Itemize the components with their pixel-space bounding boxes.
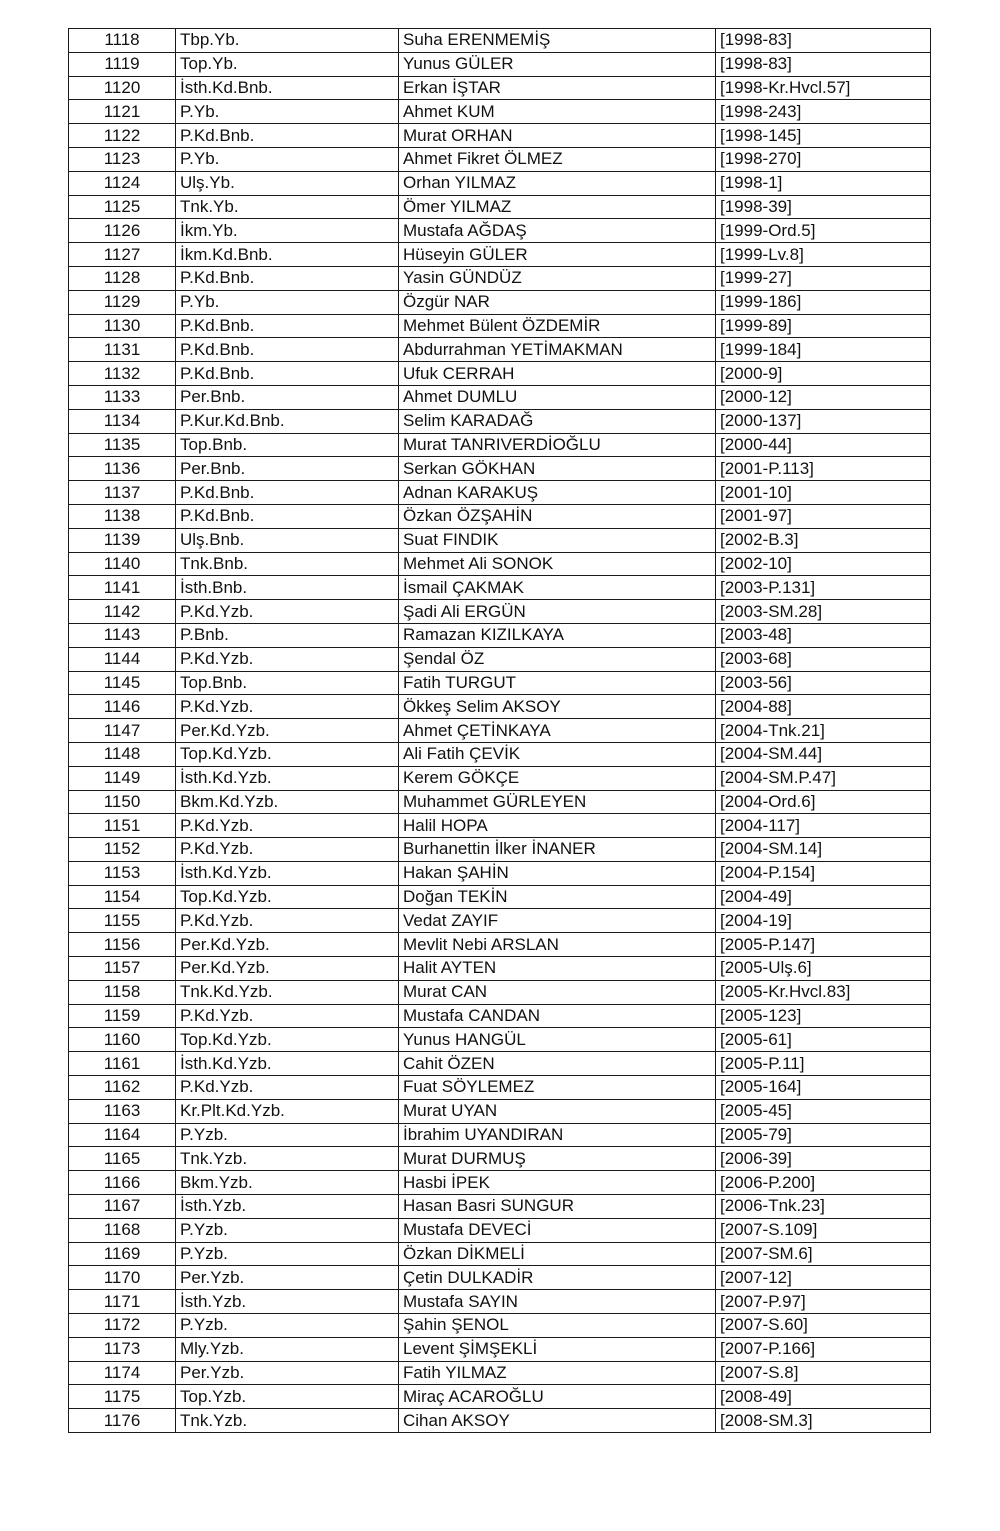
- row-number-cell: 1132: [69, 362, 176, 386]
- table-row: [69, 1195, 931, 1219]
- row-number-cell: 1151: [69, 814, 176, 838]
- person-name-cell: Suat FINDIK: [399, 528, 716, 552]
- person-name-cell: Ahmet ÇETİNKAYA: [399, 719, 716, 743]
- row-number-cell: 1162: [69, 1076, 176, 1100]
- person-name-cell: Ufuk CERRAH: [399, 362, 716, 386]
- table-row: [69, 504, 931, 528]
- rank-cell: Kr.Plt.Kd.Yzb.: [176, 1099, 399, 1123]
- table-row: [69, 885, 931, 909]
- table-row: [69, 52, 931, 76]
- table-body: [69, 29, 931, 1433]
- reference-cell: [2007-S.8]: [716, 1361, 931, 1385]
- row-number-cell: 1128: [69, 266, 176, 290]
- row-number-cell: 1169: [69, 1242, 176, 1266]
- rank-cell: Mly.Yzb.: [176, 1337, 399, 1361]
- reference-cell: [2004-19]: [716, 909, 931, 933]
- row-number-cell: 1136: [69, 457, 176, 481]
- person-name-cell: Mehmet Bülent ÖZDEMİR: [399, 314, 716, 338]
- table-row: [69, 338, 931, 362]
- rank-cell: Per.Kd.Yzb.: [176, 957, 399, 981]
- table-row: [69, 219, 931, 243]
- reference-cell: [2005-164]: [716, 1076, 931, 1100]
- row-number-cell: 1144: [69, 647, 176, 671]
- row-number-cell: 1125: [69, 195, 176, 219]
- rank-cell: Per.Yzb.: [176, 1266, 399, 1290]
- table-row: [69, 147, 931, 171]
- reference-cell: [1998-270]: [716, 147, 931, 171]
- row-number-cell: 1145: [69, 671, 176, 695]
- row-number-cell: 1120: [69, 76, 176, 100]
- table-row: [69, 576, 931, 600]
- rank-cell: P.Kd.Yzb.: [176, 1076, 399, 1100]
- table-row: [69, 385, 931, 409]
- person-name-cell: Özkan DİKMELİ: [399, 1242, 716, 1266]
- reference-cell: [2001-97]: [716, 504, 931, 528]
- table-row: [69, 362, 931, 386]
- reference-cell: [2002-B.3]: [716, 528, 931, 552]
- rank-cell: İsth.Yzb.: [176, 1290, 399, 1314]
- rank-cell: Per.Bnb.: [176, 457, 399, 481]
- row-number-cell: 1159: [69, 1004, 176, 1028]
- person-name-cell: Levent ŞİMŞEKLİ: [399, 1337, 716, 1361]
- reference-cell: [2007-P.166]: [716, 1337, 931, 1361]
- table-row: [69, 623, 931, 647]
- reference-cell: [2004-P.154]: [716, 861, 931, 885]
- reference-cell: [1999-184]: [716, 338, 931, 362]
- person-name-cell: Mustafa DEVECİ: [399, 1218, 716, 1242]
- table-row: [69, 1242, 931, 1266]
- person-name-cell: Yunus GÜLER: [399, 52, 716, 76]
- person-name-cell: Halil HOPA: [399, 814, 716, 838]
- rank-cell: Top.Yb.: [176, 52, 399, 76]
- reference-cell: [2003-P.131]: [716, 576, 931, 600]
- person-name-cell: Cahit ÖZEN: [399, 1052, 716, 1076]
- person-name-cell: Halit AYTEN: [399, 957, 716, 981]
- rank-cell: İsth.Kd.Yzb.: [176, 1052, 399, 1076]
- row-number-cell: 1118: [69, 29, 176, 53]
- row-number-cell: 1139: [69, 528, 176, 552]
- rank-cell: Top.Kd.Yzb.: [176, 885, 399, 909]
- reference-cell: [2005-61]: [716, 1028, 931, 1052]
- person-name-cell: Yasin GÜNDÜZ: [399, 266, 716, 290]
- reference-cell: [1999-186]: [716, 290, 931, 314]
- table-row: [69, 481, 931, 505]
- rank-cell: Top.Kd.Yzb.: [176, 1028, 399, 1052]
- row-number-cell: 1170: [69, 1266, 176, 1290]
- table-row: [69, 243, 931, 267]
- person-name-cell: Abdurrahman YETİMAKMAN: [399, 338, 716, 362]
- person-name-cell: Mevlit Nebi ARSLAN: [399, 933, 716, 957]
- reference-cell: [2004-117]: [716, 814, 931, 838]
- reference-cell: [2007-S.60]: [716, 1314, 931, 1338]
- rank-cell: Tnk.Yb.: [176, 195, 399, 219]
- rank-cell: P.Yb.: [176, 100, 399, 124]
- table-row: [69, 671, 931, 695]
- reference-cell: [2004-SM.P.47]: [716, 766, 931, 790]
- person-name-cell: Ahmet DUMLU: [399, 385, 716, 409]
- table-row: [69, 909, 931, 933]
- table-row: [69, 1409, 931, 1433]
- reference-cell: [1999-27]: [716, 266, 931, 290]
- reference-cell: [2000-44]: [716, 433, 931, 457]
- reference-cell: [2008-49]: [716, 1385, 931, 1409]
- row-number-cell: 1163: [69, 1099, 176, 1123]
- reference-cell: [2005-123]: [716, 1004, 931, 1028]
- person-name-cell: Murat TANRIVERDİOĞLU: [399, 433, 716, 457]
- row-number-cell: 1176: [69, 1409, 176, 1433]
- reference-cell: [2003-68]: [716, 647, 931, 671]
- reference-cell: [2005-Kr.Hvcl.83]: [716, 980, 931, 1004]
- row-number-cell: 1124: [69, 171, 176, 195]
- reference-cell: [1998-83]: [716, 52, 931, 76]
- reference-cell: [2005-Ulş.6]: [716, 957, 931, 981]
- rank-cell: P.Yb.: [176, 290, 399, 314]
- person-name-cell: Çetin DULKADİR: [399, 1266, 716, 1290]
- rank-cell: P.Kd.Bnb.: [176, 504, 399, 528]
- rank-cell: P.Yzb.: [176, 1123, 399, 1147]
- reference-cell: [2006-P.200]: [716, 1171, 931, 1195]
- table-row: [69, 124, 931, 148]
- rank-cell: Ulş.Bnb.: [176, 528, 399, 552]
- rank-cell: Top.Bnb.: [176, 671, 399, 695]
- reference-cell: [2006-Tnk.23]: [716, 1195, 931, 1219]
- person-name-cell: Fuat SÖYLEMEZ: [399, 1076, 716, 1100]
- person-name-cell: Ramazan KIZILKAYA: [399, 623, 716, 647]
- reference-cell: [2006-39]: [716, 1147, 931, 1171]
- person-name-cell: Şahin ŞENOL: [399, 1314, 716, 1338]
- table-row: [69, 1147, 931, 1171]
- table-row: [69, 838, 931, 862]
- reference-cell: [2004-Tnk.21]: [716, 719, 931, 743]
- rank-cell: P.Yzb.: [176, 1218, 399, 1242]
- row-number-cell: 1156: [69, 933, 176, 957]
- person-name-cell: Erkan İŞTAR: [399, 76, 716, 100]
- reference-cell: [2000-9]: [716, 362, 931, 386]
- person-name-cell: Ahmet Fikret ÖLMEZ: [399, 147, 716, 171]
- table-row: [69, 457, 931, 481]
- rank-cell: P.Kd.Bnb.: [176, 266, 399, 290]
- table-row: [69, 528, 931, 552]
- person-name-cell: Mustafa CANDAN: [399, 1004, 716, 1028]
- table-row: [69, 1004, 931, 1028]
- rank-cell: P.Yb.: [176, 147, 399, 171]
- person-name-cell: Hasan Basri SUNGUR: [399, 1195, 716, 1219]
- row-number-cell: 1123: [69, 147, 176, 171]
- reference-cell: [2005-P.147]: [716, 933, 931, 957]
- table-row: [69, 1290, 931, 1314]
- row-number-cell: 1130: [69, 314, 176, 338]
- person-name-cell: Ömer YILMAZ: [399, 195, 716, 219]
- rank-cell: P.Kd.Yzb.: [176, 838, 399, 862]
- rank-cell: Per.Kd.Yzb.: [176, 933, 399, 957]
- reference-cell: [2001-P.113]: [716, 457, 931, 481]
- row-number-cell: 1171: [69, 1290, 176, 1314]
- table-row: [69, 266, 931, 290]
- row-number-cell: 1119: [69, 52, 176, 76]
- person-name-cell: Ali Fatih ÇEVİK: [399, 742, 716, 766]
- table-row: [69, 100, 931, 124]
- rank-cell: İsth.Yzb.: [176, 1195, 399, 1219]
- reference-cell: [2004-SM.44]: [716, 742, 931, 766]
- row-number-cell: 1135: [69, 433, 176, 457]
- table-row: [69, 195, 931, 219]
- person-name-cell: Hüseyin GÜLER: [399, 243, 716, 267]
- row-number-cell: 1147: [69, 719, 176, 743]
- person-name-cell: Orhan YILMAZ: [399, 171, 716, 195]
- rank-cell: P.Bnb.: [176, 623, 399, 647]
- table-row: [69, 409, 931, 433]
- table-row: [69, 647, 931, 671]
- reference-cell: [2007-S.109]: [716, 1218, 931, 1242]
- reference-cell: [2000-12]: [716, 385, 931, 409]
- rank-cell: P.Yzb.: [176, 1242, 399, 1266]
- table-row: [69, 861, 931, 885]
- person-name-cell: Ahmet KUM: [399, 100, 716, 124]
- table-row: [69, 1099, 931, 1123]
- rank-cell: Tnk.Yzb.: [176, 1147, 399, 1171]
- row-number-cell: 1142: [69, 600, 176, 624]
- person-name-cell: Fatih YILMAZ: [399, 1361, 716, 1385]
- table-row: [69, 1266, 931, 1290]
- table-row: [69, 695, 931, 719]
- person-name-cell: Murat DURMUŞ: [399, 1147, 716, 1171]
- row-number-cell: 1131: [69, 338, 176, 362]
- reference-cell: [2008-SM.3]: [716, 1409, 931, 1433]
- reference-cell: [1998-145]: [716, 124, 931, 148]
- table-row: [69, 314, 931, 338]
- table-row: [69, 1314, 931, 1338]
- reference-cell: [2003-48]: [716, 623, 931, 647]
- row-number-cell: 1175: [69, 1385, 176, 1409]
- person-name-cell: Vedat ZAYIF: [399, 909, 716, 933]
- row-number-cell: 1122: [69, 124, 176, 148]
- person-name-cell: Yunus HANGÜL: [399, 1028, 716, 1052]
- row-number-cell: 1148: [69, 742, 176, 766]
- row-number-cell: 1167: [69, 1195, 176, 1219]
- reference-cell: [1998-39]: [716, 195, 931, 219]
- reference-cell: [1998-1]: [716, 171, 931, 195]
- person-name-cell: Mehmet Ali SONOK: [399, 552, 716, 576]
- reference-cell: [2003-56]: [716, 671, 931, 695]
- table-row: [69, 29, 931, 53]
- person-name-cell: Şadi Ali ERGÜN: [399, 600, 716, 624]
- person-name-cell: Suha ERENMEMİŞ: [399, 29, 716, 53]
- table-row: [69, 1385, 931, 1409]
- reference-cell: [2005-P.11]: [716, 1052, 931, 1076]
- person-name-cell: Murat ORHAN: [399, 124, 716, 148]
- rank-cell: Tnk.Kd.Yzb.: [176, 980, 399, 1004]
- person-name-cell: Murat CAN: [399, 980, 716, 1004]
- rank-cell: Top.Kd.Yzb.: [176, 742, 399, 766]
- table-row: [69, 433, 931, 457]
- person-name-cell: Adnan KARAKUŞ: [399, 481, 716, 505]
- person-name-cell: Fatih TURGUT: [399, 671, 716, 695]
- reference-cell: [1998-243]: [716, 100, 931, 124]
- row-number-cell: 1150: [69, 790, 176, 814]
- reference-cell: [1999-Ord.5]: [716, 219, 931, 243]
- reference-cell: [2002-10]: [716, 552, 931, 576]
- reference-cell: [2004-SM.14]: [716, 838, 931, 862]
- rank-cell: P.Kd.Yzb.: [176, 600, 399, 624]
- row-number-cell: 1161: [69, 1052, 176, 1076]
- table-row: [69, 600, 931, 624]
- row-number-cell: 1168: [69, 1218, 176, 1242]
- table-row: [69, 76, 931, 100]
- table-row: [69, 719, 931, 743]
- row-number-cell: 1153: [69, 861, 176, 885]
- person-name-cell: Şendal ÖZ: [399, 647, 716, 671]
- person-name-cell: Doğan TEKİN: [399, 885, 716, 909]
- rank-cell: P.Yzb.: [176, 1314, 399, 1338]
- reference-cell: [2004-88]: [716, 695, 931, 719]
- row-number-cell: 1133: [69, 385, 176, 409]
- person-name-cell: Serkan GÖKHAN: [399, 457, 716, 481]
- row-number-cell: 1174: [69, 1361, 176, 1385]
- person-name-cell: Kerem GÖKÇE: [399, 766, 716, 790]
- table-row: [69, 1076, 931, 1100]
- reference-cell: [1999-Lv.8]: [716, 243, 931, 267]
- reference-cell: [2003-SM.28]: [716, 600, 931, 624]
- row-number-cell: 1160: [69, 1028, 176, 1052]
- reference-cell: [2007-SM.6]: [716, 1242, 931, 1266]
- person-name-cell: Cihan AKSOY: [399, 1409, 716, 1433]
- person-name-cell: Mustafa SAYIN: [399, 1290, 716, 1314]
- row-number-cell: 1143: [69, 623, 176, 647]
- row-number-cell: 1140: [69, 552, 176, 576]
- rank-cell: İkm.Kd.Bnb.: [176, 243, 399, 267]
- person-name-cell: Özgür NAR: [399, 290, 716, 314]
- person-name-cell: Selim KARADAĞ: [399, 409, 716, 433]
- table-row: [69, 980, 931, 1004]
- row-number-cell: 1155: [69, 909, 176, 933]
- row-number-cell: 1157: [69, 957, 176, 981]
- rank-cell: Tnk.Yzb.: [176, 1409, 399, 1433]
- rank-cell: İsth.Kd.Bnb.: [176, 76, 399, 100]
- row-number-cell: 1126: [69, 219, 176, 243]
- rank-cell: Per.Yzb.: [176, 1361, 399, 1385]
- table-row: [69, 1028, 931, 1052]
- person-name-cell: Miraç ACAROĞLU: [399, 1385, 716, 1409]
- table-row: [69, 1123, 931, 1147]
- person-name-cell: Ökkeş Selim AKSOY: [399, 695, 716, 719]
- row-number-cell: 1165: [69, 1147, 176, 1171]
- rank-cell: P.Kd.Bnb.: [176, 314, 399, 338]
- person-name-cell: Mustafa AĞDAŞ: [399, 219, 716, 243]
- person-name-cell: Murat UYAN: [399, 1099, 716, 1123]
- rank-cell: Per.Bnb.: [176, 385, 399, 409]
- rank-cell: İsth.Kd.Yzb.: [176, 766, 399, 790]
- table-row: [69, 814, 931, 838]
- reference-cell: [2000-137]: [716, 409, 931, 433]
- table-row: [69, 1052, 931, 1076]
- table-row: [69, 552, 931, 576]
- row-number-cell: 1129: [69, 290, 176, 314]
- reference-cell: [2007-12]: [716, 1266, 931, 1290]
- rank-cell: İsth.Kd.Yzb.: [176, 861, 399, 885]
- reference-cell: [1998-83]: [716, 29, 931, 53]
- row-number-cell: 1152: [69, 838, 176, 862]
- row-number-cell: 1138: [69, 504, 176, 528]
- rank-cell: P.Kd.Bnb.: [176, 481, 399, 505]
- row-number-cell: 1134: [69, 409, 176, 433]
- table-row: [69, 290, 931, 314]
- rank-cell: P.Kd.Yzb.: [176, 647, 399, 671]
- rank-cell: P.Kd.Yzb.: [176, 695, 399, 719]
- rank-cell: P.Kur.Kd.Bnb.: [176, 409, 399, 433]
- rank-cell: İsth.Bnb.: [176, 576, 399, 600]
- rank-cell: Bkm.Yzb.: [176, 1171, 399, 1195]
- reference-cell: [1999-89]: [716, 314, 931, 338]
- rank-cell: P.Kd.Yzb.: [176, 814, 399, 838]
- row-number-cell: 1137: [69, 481, 176, 505]
- table-row: [69, 933, 931, 957]
- reference-cell: [2004-Ord.6]: [716, 790, 931, 814]
- row-number-cell: 1164: [69, 1123, 176, 1147]
- personnel-table: [68, 28, 931, 1433]
- person-name-cell: Muhammet GÜRLEYEN: [399, 790, 716, 814]
- row-number-cell: 1149: [69, 766, 176, 790]
- person-name-cell: İbrahim UYANDIRAN: [399, 1123, 716, 1147]
- rank-cell: P.Kd.Yzb.: [176, 1004, 399, 1028]
- row-number-cell: 1154: [69, 885, 176, 909]
- row-number-cell: 1172: [69, 1314, 176, 1338]
- reference-cell: [1998-Kr.Hvcl.57]: [716, 76, 931, 100]
- rank-cell: P.Kd.Bnb.: [176, 124, 399, 148]
- rank-cell: Tnk.Bnb.: [176, 552, 399, 576]
- person-name-cell: Burhanettin İlker İNANER: [399, 838, 716, 862]
- rank-cell: P.Kd.Bnb.: [176, 362, 399, 386]
- rank-cell: İkm.Yb.: [176, 219, 399, 243]
- row-number-cell: 1158: [69, 980, 176, 1004]
- rank-cell: Bkm.Kd.Yzb.: [176, 790, 399, 814]
- reference-cell: [2004-49]: [716, 885, 931, 909]
- table-row: [69, 790, 931, 814]
- table-row: [69, 766, 931, 790]
- row-number-cell: 1146: [69, 695, 176, 719]
- rank-cell: Tbp.Yb.: [176, 29, 399, 53]
- person-name-cell: İsmail ÇAKMAK: [399, 576, 716, 600]
- reference-cell: [2005-45]: [716, 1099, 931, 1123]
- rank-cell: Top.Yzb.: [176, 1385, 399, 1409]
- row-number-cell: 1127: [69, 243, 176, 267]
- reference-cell: [2001-10]: [716, 481, 931, 505]
- row-number-cell: 1141: [69, 576, 176, 600]
- person-name-cell: Hakan ŞAHİN: [399, 861, 716, 885]
- rank-cell: P.Kd.Bnb.: [176, 338, 399, 362]
- person-name-cell: Hasbi İPEK: [399, 1171, 716, 1195]
- person-name-cell: Özkan ÖZŞAHİN: [399, 504, 716, 528]
- table-row: [69, 171, 931, 195]
- reference-cell: [2007-P.97]: [716, 1290, 931, 1314]
- rank-cell: Per.Kd.Yzb.: [176, 719, 399, 743]
- table-row: [69, 1337, 931, 1361]
- rank-cell: Top.Bnb.: [176, 433, 399, 457]
- table-row: [69, 957, 931, 981]
- table-row: [69, 742, 931, 766]
- table-row: [69, 1218, 931, 1242]
- row-number-cell: 1121: [69, 100, 176, 124]
- rank-cell: Ulş.Yb.: [176, 171, 399, 195]
- row-number-cell: 1166: [69, 1171, 176, 1195]
- table-row: [69, 1171, 931, 1195]
- table-row: [69, 1361, 931, 1385]
- reference-cell: [2005-79]: [716, 1123, 931, 1147]
- row-number-cell: 1173: [69, 1337, 176, 1361]
- rank-cell: P.Kd.Yzb.: [176, 909, 399, 933]
